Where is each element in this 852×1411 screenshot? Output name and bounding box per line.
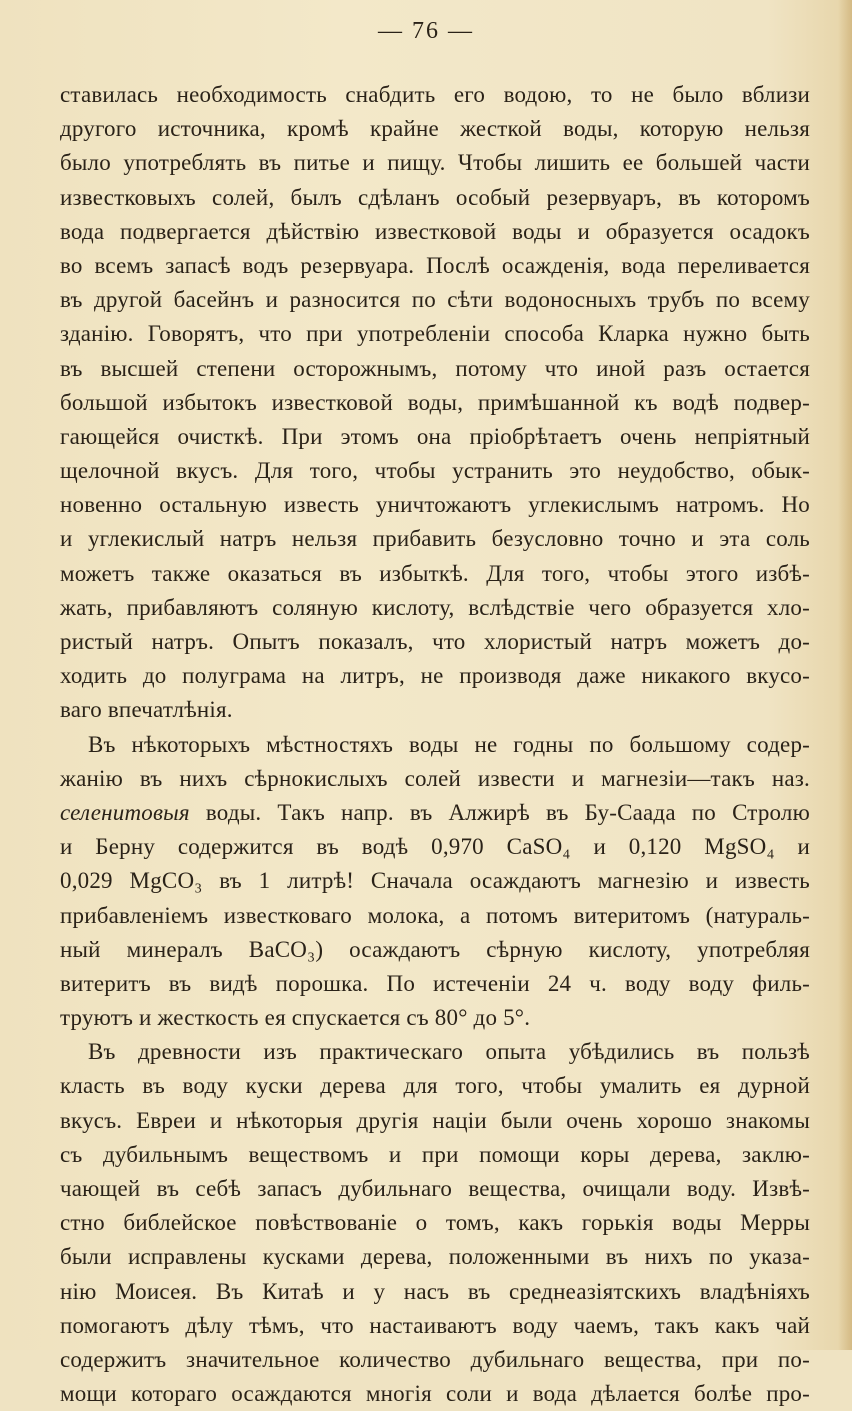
text-line-with-italic bbox=[60, 796, 810, 830]
text-line: помогаютъ дѣлу тѣмъ, что настаиваютъ воду чаемъ, такъ какъ чай bbox=[60, 1312, 810, 1338]
text-line: ристый натръ. Опытъ показалъ, что хлористый натръ можетъ до- bbox=[60, 629, 810, 654]
text-line: класть въ воду куски дерева для того, чтобы умалить ея дурной bbox=[60, 1073, 810, 1099]
page-number: — 76 — bbox=[378, 18, 474, 44]
text-line: витеритъ въ видѣ порошка. По истеченіи 24 ч. воду воду филь- bbox=[60, 970, 810, 996]
text-line: въ высшей степени осторожнымъ, потому что иной разъ остается bbox=[60, 355, 810, 381]
text-line: были исправлены кусками дерева, положенными въ нихъ по указа- bbox=[60, 1244, 810, 1270]
italic-term: селенитовыя bbox=[60, 799, 190, 825]
text-line: ходить до полуграма на литръ, не производя даже никакого вкусо- bbox=[60, 663, 810, 689]
text-line: Въ древности изъ практическаго опыта убѣдились въ пользѣ bbox=[88, 1039, 810, 1065]
text-line: прибавленіемъ известковаго молока, а потомъ витеритомъ (натураль- bbox=[60, 902, 810, 928]
text-line: ный минералъ BaCO₃) осаждаютъ сѣрную кислоту, употребляя bbox=[60, 936, 810, 962]
text-line: въ другой басейнъ и разносится по сѣти водоносныхъ трубъ по всему bbox=[60, 287, 810, 313]
text-line: нію Моисея. Въ Китаѣ и у насъ въ среднеазіятскихъ владѣніяхъ bbox=[60, 1278, 810, 1304]
text-line: щелочной вкусъ. Для того, чтобы устранить это неудобство, обык- bbox=[60, 458, 810, 484]
text-line: новенно остальную известь уничтожаютъ углекислымъ натромъ. Но bbox=[60, 492, 810, 518]
body-text bbox=[60, 78, 810, 1411]
text-line: во всемъ запасѣ водъ резервуара. Послѣ осажденія, вода переливается bbox=[60, 252, 810, 278]
text-line: жанію въ нихъ сѣрнокислыхъ солей извести и магнезіи—такъ наз. bbox=[60, 765, 810, 791]
text-line: мощи котораго осаждаются многія соли и вода дѣлается болѣе про- bbox=[60, 1381, 810, 1407]
text-line: было употреблять въ питье и пищу. Чтобы лишить ее большей части bbox=[60, 150, 810, 176]
text-line: большой избытокъ известковой воды, примѣшанной къ водѣ подвер- bbox=[60, 389, 810, 415]
text-line: Въ нѣкоторыхъ мѣстностяхъ воды не годны по большому содер- bbox=[88, 731, 810, 757]
text-line: вода подвергается дѣйствію известковой воды и образуется осадокъ bbox=[60, 218, 810, 244]
text-line: гающейся очисткѣ. При этомъ она пріобрѣтаетъ очень непріятный bbox=[60, 423, 810, 449]
page-edge-shading bbox=[838, 0, 852, 1350]
text-line: ставилась необходимость снабдить его водою, то не было вблизи bbox=[60, 82, 810, 107]
text-line: вкусъ. Евреи и нѣкоторыя другія націи были очень хорошо знакомы bbox=[60, 1107, 810, 1133]
text-line: и углекислый натръ нельзя прибавить безусловно точно и эта соль bbox=[60, 526, 810, 552]
text-line: стно библейское повѣствованіе о томъ, какъ горькія воды Мерры bbox=[60, 1210, 810, 1236]
text-line: чающей въ себѣ запасъ дубильнаго вещества, очищали воду. Извѣ- bbox=[60, 1176, 810, 1201]
text-line-rest: воды. Такъ напр. въ Алжирѣ въ Бу-Саада по Стролю bbox=[189, 799, 810, 825]
text-line: известковыхъ солей, былъ сдѣланъ особый резервуаръ, въ которомъ bbox=[60, 184, 810, 210]
text-line: съ дубильнымъ веществомъ и при помощи коры дерева, заклю- bbox=[60, 1141, 810, 1167]
text-line: и Берну содержится въ водѣ 0,970 CaSO₄ и 0,120 MgSO₄ и bbox=[60, 834, 810, 860]
text-line: труютъ и жесткость ея спускается съ 80° до 5°. bbox=[60, 1005, 531, 1031]
text-line: содержитъ значительное количество дубильнаго вещества, при по- bbox=[60, 1346, 810, 1372]
text-line: другого источника, кромѣ крайне жесткой воды, которую нельзя bbox=[60, 116, 810, 142]
text-line: ваго впечатлѣнія. bbox=[60, 697, 233, 723]
text-line: жать, прибавляютъ соляную кислоту, вслѣдствіе чего образуется хло- bbox=[60, 594, 810, 620]
text-line: зданію. Говорятъ, что при употребленіи способа Кларка нужно быть bbox=[60, 321, 810, 347]
text-line: можетъ также оказаться въ избыткѣ. Для того, чтобы этого избѣ- bbox=[60, 560, 810, 586]
text-line: 0,029 MgCO₃ въ 1 литрѣ! Сначала осаждаютъ магнезію и известь bbox=[60, 868, 810, 894]
